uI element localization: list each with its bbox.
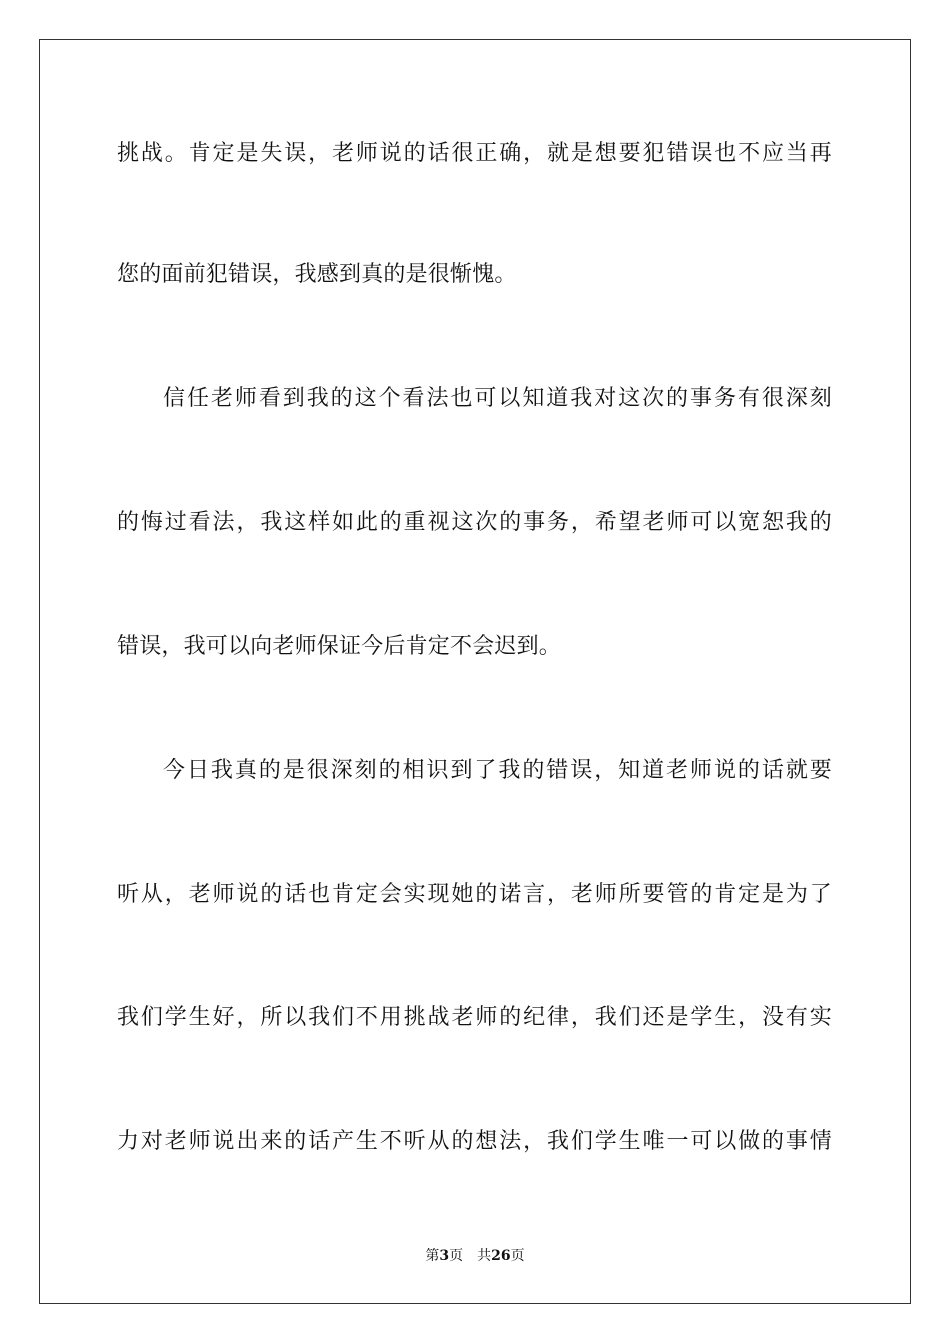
text-line: 力对老师说出来的话产生不听从的想法，我们学生唯一可以做的事情 [117,1129,832,1154]
text-line: 您的面前犯错误，我感到真的是很惭愧。 [117,262,517,287]
page-prefix: 第 [425,1248,440,1264]
text-line: 听从，老师说的话也肯定会实现她的诺言，老师所要管的肯定是为了 [117,882,832,907]
text-line: 我们学生好，所以我们不用挑战老师的纪律，我们还是学生，没有实 [117,1005,832,1030]
page-frame [39,39,911,1304]
text-line: 挑战。肯定是失误，老师说的话很正确，就是想要犯错误也不应当再 [117,141,832,166]
text-line: 今日我真的是很深刻的相识到了我的错误，知道老师说的话就要 [163,758,832,783]
total-suffix: 页 [510,1248,525,1264]
page-number: 3 [439,1248,450,1264]
text-line: 错误，我可以向老师保证今后肯定不会迟到。 [117,634,562,659]
total-prefix: 共 [477,1248,492,1264]
page-footer [0,1246,950,1266]
text-line: 信任老师看到我的这个看法也可以知道我对这次的事务有很深刻 [163,386,832,411]
total-pages: 26 [491,1248,511,1264]
page-suffix: 页 [449,1248,464,1264]
text-line: 的悔过看法，我这样如此的重视这次的事务，希望老师可以宽恕我的 [117,510,832,535]
